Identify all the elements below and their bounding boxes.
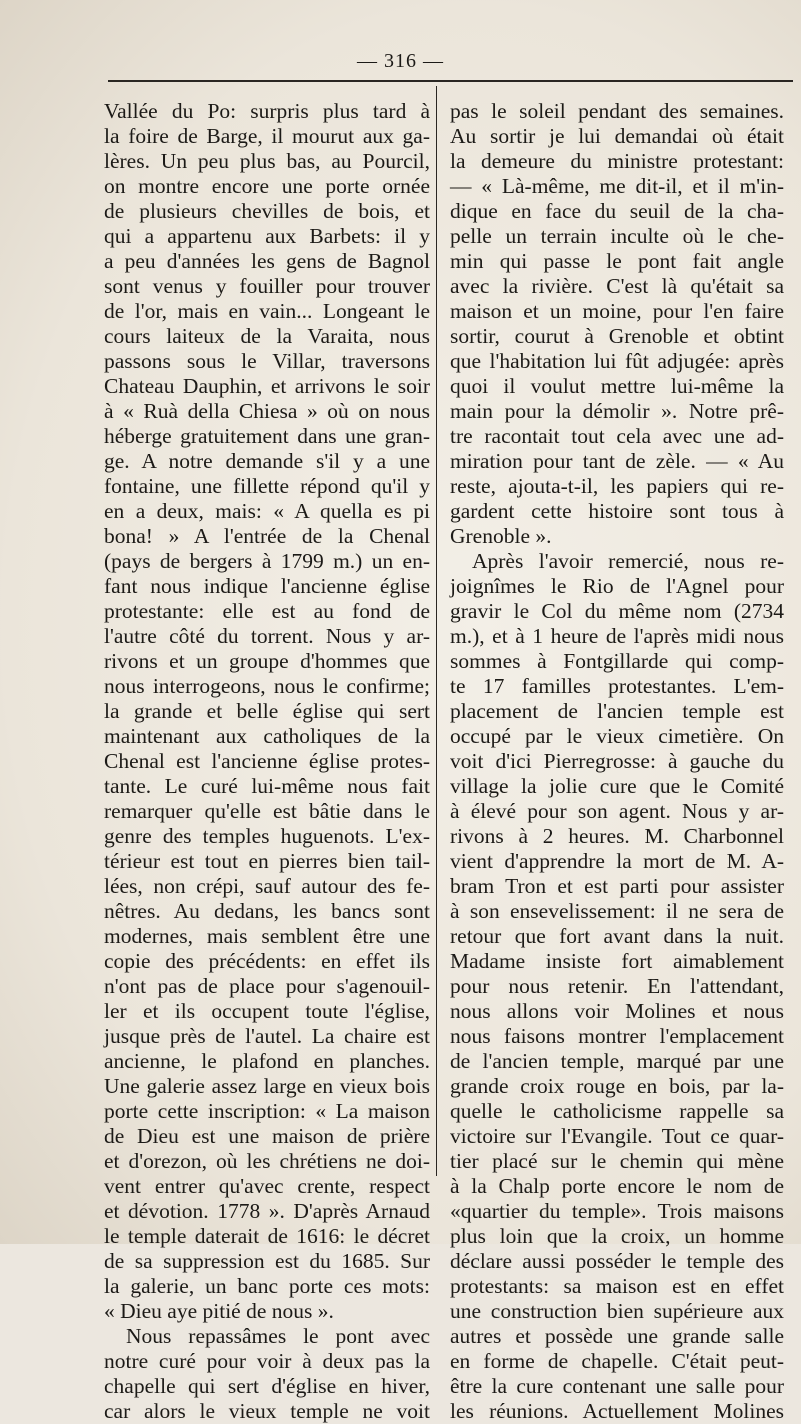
text-line: protestante: elle est au fond de (104, 599, 430, 623)
text-line: cours laiteux de la Varaita, nous (104, 324, 430, 348)
text-line: a peu d'années les gens de Bagnol (104, 249, 430, 273)
text-line: le temple daterait de 1616: le décret (104, 1224, 430, 1248)
text-line: de Dieu est une maison de prière (104, 1124, 430, 1148)
text-line: de l'or, mais en vain... Longeant le (104, 299, 430, 323)
text-line: une construction bien supérieure aux (450, 1299, 784, 1323)
text-line: héberge gratuitement dans une gran- (104, 424, 430, 448)
text-line: déclare aussi posséder le temple des (450, 1249, 784, 1273)
text-line: la demeure du ministre protestant: (450, 149, 784, 173)
page-number: — 316 — (357, 50, 444, 72)
text-line: sont venus y fouiller pour trouver (104, 274, 430, 298)
text-line: m.), et à 1 heure de l'après midi nous (450, 624, 784, 648)
text-line: « Dieu aye pitié de nous ». (104, 1299, 334, 1323)
text-line: joignîmes le Rio de l'Agnel pour (450, 574, 784, 598)
text-line: de plusieurs chevilles de bois, et (104, 199, 430, 223)
text-line: pelle un terrain inculte où le che- (450, 224, 784, 248)
text-line: à « Ruà della Chiesa » où on nous (104, 399, 430, 423)
text-line: chapelle qui sert d'église en hiver, (104, 1374, 430, 1398)
text-line: et d'orezon, où les chrétiens ne doi- (104, 1149, 430, 1173)
text-line: n'ont pas de place pour s'agenouil- (104, 974, 430, 998)
text-line: sortir, courut à Grenoble et obtint (450, 324, 784, 348)
column-divider (436, 86, 437, 1176)
text-line: gravir le Col du même nom (2734 (450, 599, 784, 623)
text-line: fontaine, une fillette répond qu'il y (104, 474, 430, 498)
text-line: tante. Le curé lui-même nous fait (104, 774, 430, 798)
text-line: bona! » A l'entrée de la Chenal (104, 524, 430, 548)
text-line: Après l'avoir remercié, nous re- (472, 549, 784, 573)
text-line: protestants: sa maison est en effet (450, 1274, 784, 1298)
text-line: Au sortir je lui demandai où était (450, 124, 784, 148)
text-line: qui a appartenu aux Barbets: il y (104, 224, 430, 248)
text-line: Nous repassâmes le pont avec (126, 1324, 430, 1348)
text-line: miration pour tant de zèle. — « Au (450, 449, 784, 473)
text-line: occupé par le vieux cimetière. On (450, 724, 784, 748)
text-line: en a deux, mais: « A quella es pi (104, 499, 430, 523)
text-line: les réunions. Actuellement Molines (450, 1399, 784, 1423)
text-line: maison et un moine, pour l'en faire (450, 299, 784, 323)
left-column (104, 99, 430, 1424)
text-line: reste, ajouta-t-il, les papiers qui re- (450, 474, 784, 498)
text-line: on montre encore une porte ornée (104, 174, 430, 198)
text-line: Chenal est l'ancienne église protes- (104, 749, 430, 773)
text-line: village la jolie cure que le Comité (450, 774, 784, 798)
text-line: modernes, mais semblent être une (104, 924, 430, 948)
text-line: genre des temples huguenots. L'ex- (104, 824, 430, 848)
text-line: rivons et un groupe d'hommes que (104, 649, 430, 673)
text-line: notre curé pour voir à deux pas la (104, 1349, 430, 1373)
text-line: pas le soleil pendant des semaines. (450, 99, 784, 123)
text-line: nous interrogeons, nous le confirme; (104, 674, 430, 698)
text-line: Vallée du Po: surpris plus tard à (104, 99, 430, 123)
text-line: copie des précédents: en effet ils (104, 949, 430, 973)
text-line: de sa suppression est du 1685. Sur (104, 1249, 430, 1273)
text-line: rivons à 2 heures. M. Charbonnel (450, 824, 784, 848)
text-line: quoi il voulut mettre lui-même la (450, 374, 784, 398)
text-line: plus loin que la croix, un homme (450, 1224, 784, 1248)
text-line: la galerie, un banc porte ces mots: (104, 1274, 430, 1298)
text-line: vent entrer qu'avec crente, respect (104, 1174, 430, 1198)
text-line: lées, non crépi, sauf autour des fe- (104, 874, 430, 898)
text-line: ancienne, le plafond en planches. (104, 1049, 430, 1073)
right-column (450, 99, 784, 1424)
text-line: et dévotion. 1778 ». D'après Arnaud (104, 1199, 430, 1223)
text-line: jusque près de l'autel. La chaire est (104, 1024, 430, 1048)
text-line: tier placé sur le chemin qui mène (450, 1149, 784, 1173)
text-line: Grenoble ». (450, 524, 552, 548)
text-line: (pays de bergers à 1799 m.) un en- (104, 549, 430, 573)
text-line: te 17 familles protestantes. L'em- (450, 674, 784, 698)
text-line: la foire de Barge, il mourut aux ga- (104, 124, 430, 148)
text-line: nous faisons montrer l'emplacement (450, 1024, 784, 1048)
text-line: quelle le catholicisme rappelle sa (450, 1099, 784, 1123)
text-line: victoire sur l'Evangile. Tout ce quar- (450, 1124, 784, 1148)
text-line: à la Chalp porte encore le nom de (450, 1174, 784, 1198)
text-line: passons sous le Villar, traversons (104, 349, 430, 373)
text-line: min qui passe le pont fait angle (450, 249, 784, 273)
text-line: car alors le vieux temple ne voit (104, 1399, 430, 1423)
text-line: en forme de chapelle. C'était peut- (450, 1349, 784, 1373)
text-line: maintenant aux catholiques de la (104, 724, 430, 748)
text-line: l'autre côté du torrent. Nous y ar- (104, 624, 430, 648)
text-line: à son ensevelissement: il ne sera de (450, 899, 784, 923)
text-line: avec la rivière. C'est là qu'était sa (450, 274, 784, 298)
text-line: — « Là-même, me dit-il, et il m'in- (450, 174, 784, 198)
text-line: remarquer qu'elle est bâtie dans le (104, 799, 430, 823)
text-line: vient d'apprendre la mort de M. A- (450, 849, 784, 873)
text-line: gardent cette histoire sont tous à (450, 499, 784, 523)
text-line: voit d'ici Pierregrosse: à gauche du (450, 749, 784, 773)
text-line: grande croix rouge en bois, par la- (450, 1074, 784, 1098)
text-line: sommes à Fontgillarde qui comp- (450, 649, 784, 673)
text-line: retour que fort avant dans la nuit. (450, 924, 784, 948)
text-line: ge. A notre demande s'il y a une (104, 449, 430, 473)
text-line: que l'habitation lui fût adjugée: après (450, 349, 784, 373)
text-line: lères. Un peu plus bas, au Pourcil, (104, 149, 430, 173)
text-line: «quartier du temple». Trois maisons (450, 1199, 784, 1223)
text-line: porte cette inscription: « La maison (104, 1099, 430, 1123)
text-line: pour nous retenir. En l'attendant, (450, 974, 784, 998)
text-line: fant nous indique l'ancienne église (104, 574, 430, 598)
text-line: dique en face du seuil de la cha- (450, 199, 784, 223)
text-line: nous allons voir Molines et nous (450, 999, 784, 1023)
text-line: ler et ils occupent toute l'église, (104, 999, 430, 1023)
text-line: à élevé pour son agent. Nous y ar- (450, 799, 784, 823)
text-line: Madame insiste fort aimablement (450, 949, 784, 973)
text-line: térieur est tout en pierres bien tail- (104, 849, 430, 873)
text-line: nêtres. Au dedans, les bancs sont (104, 899, 430, 923)
text-line: main pour la démolir ». Notre prê- (450, 399, 784, 423)
text-line: Chateau Dauphin, et arrivons le soir (104, 374, 430, 398)
header-rule (108, 80, 793, 82)
text-line: tre racontait tout cela avec une ad- (450, 424, 784, 448)
text-line: de l'ancien temple, marqué par une (450, 1049, 784, 1073)
text-line: la grande et belle église qui sert (104, 699, 430, 723)
text-line: bram Tron et est parti pour assister (450, 874, 784, 898)
text-line: placement de l'ancien temple est (450, 699, 784, 723)
text-line: être la cure contenant une salle pour (450, 1374, 784, 1398)
text-line: Une galerie assez large en vieux bois (104, 1074, 430, 1098)
text-line: autres et possède une grande salle (450, 1324, 784, 1348)
